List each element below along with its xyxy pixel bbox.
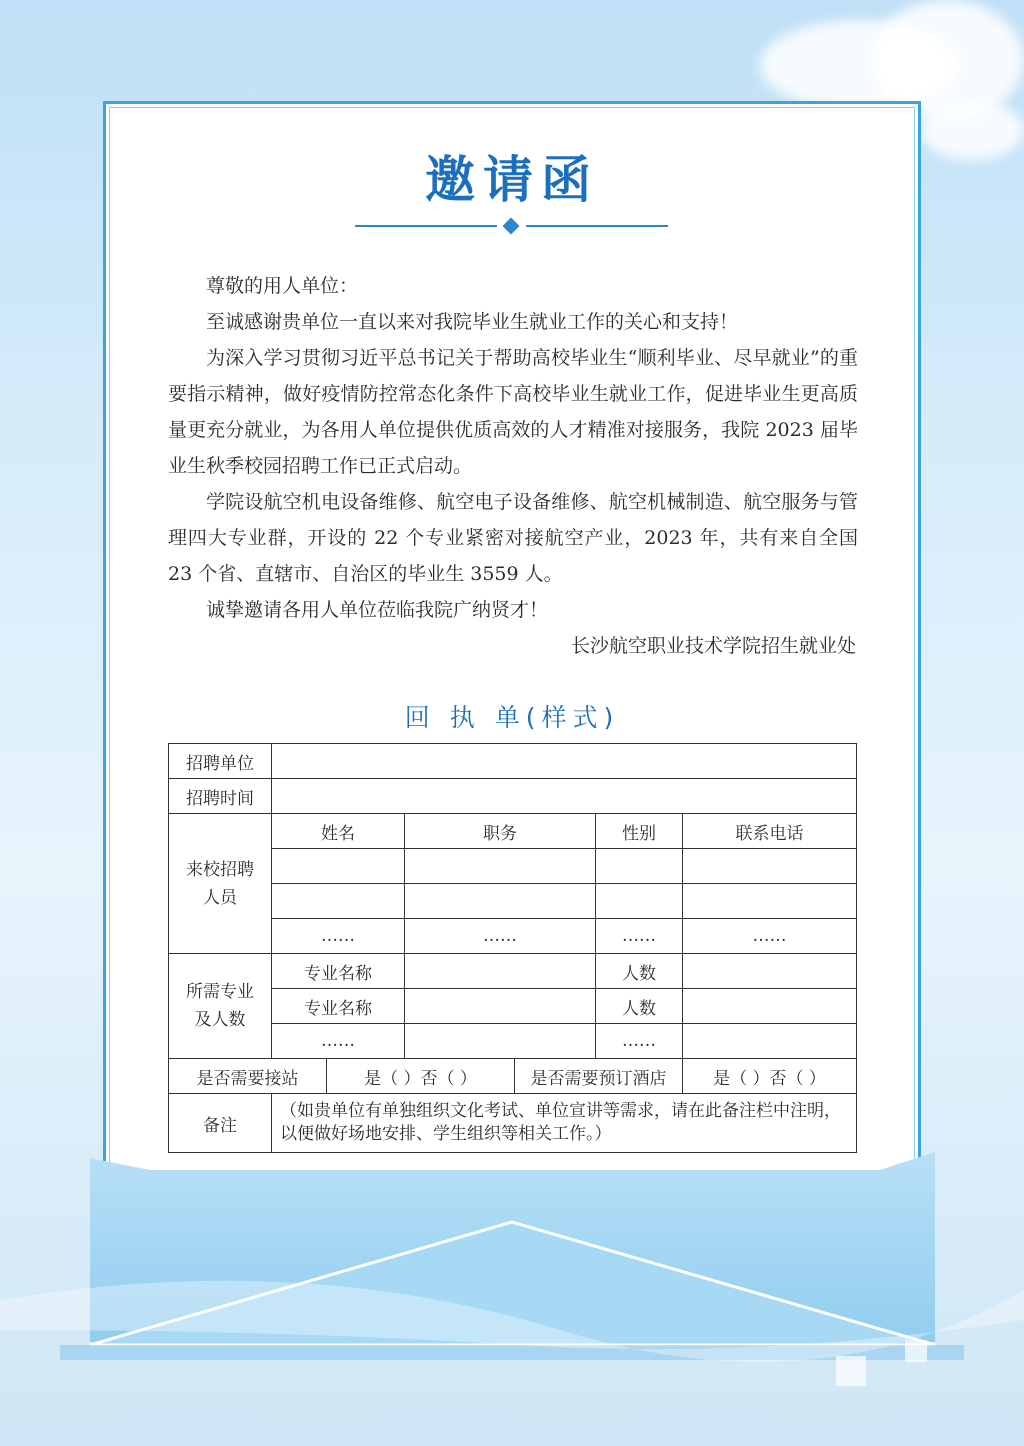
paragraph: 为深入学习贯彻习近平总书记关于帮助高校毕业生“顺利毕业、尽早就业”的重要指示精神，做好疫情防控常态化条件下高校毕业生就业工作，促进毕业生更高质量更充分就业，为各用人单位提供优质高效的人才精准对接服务，我院 2023 届毕业生秋季校园招聘工作已正式启动。 (168, 347, 858, 477)
table-row (169, 1094, 857, 1153)
receipt-form (168, 743, 857, 1153)
major-label (169, 954, 272, 1059)
table-row (169, 814, 857, 849)
major-name-label: 专业名称 (272, 989, 405, 1024)
letter-body (168, 268, 858, 664)
gender-field[interactable] (596, 884, 683, 919)
name-field[interactable] (272, 884, 405, 919)
gender-field[interactable] (596, 849, 683, 884)
name-field[interactable] (272, 849, 405, 884)
pickup-label: 是否需要接站 (169, 1059, 327, 1094)
time-field[interactable] (272, 779, 857, 814)
paragraph: 诚挚邀请各用人单位莅临我院广纳贤才！ (206, 599, 549, 621)
table-row (169, 779, 857, 814)
ellipsis: …… (272, 1024, 405, 1059)
major-label-text: 所需专业及人数 (186, 982, 254, 1030)
phone-field[interactable] (683, 849, 857, 884)
major-name-field[interactable] (405, 989, 596, 1024)
ellipsis: …… (272, 919, 405, 954)
header-gender: 性别 (596, 814, 683, 849)
decorative-square (905, 1340, 927, 1362)
remark-label: 备注 (169, 1094, 272, 1153)
title-divider-right (526, 225, 668, 227)
decorative-square (836, 1356, 866, 1386)
position-field[interactable] (405, 884, 596, 919)
paragraph: 学院设航空机电设备维修、航空电子设备维修、航空机械制造、航空服务与管理四大专业群，开设的 22 个专业紧密对接航空产业，2023 年，共有来自全国 23 个省、直辖市、自治区的毕业生 3559 人。 (168, 491, 858, 585)
major-name-field[interactable] (405, 954, 596, 989)
table-row (169, 989, 857, 1024)
count-label: 人数 (596, 989, 683, 1024)
page-title: 邀请函 (425, 150, 599, 209)
envelope-bottom (60, 1345, 964, 1360)
major-name-field[interactable] (405, 1024, 596, 1059)
count-field[interactable] (683, 1024, 857, 1059)
hotel-label: 是否需要预订酒店 (515, 1059, 683, 1094)
unit-label: 招聘单位 (169, 744, 272, 779)
time-label: 招聘时间 (169, 779, 272, 814)
title-divider-left (355, 225, 497, 227)
position-field[interactable] (405, 849, 596, 884)
header-phone: 联系电话 (683, 814, 857, 849)
ellipsis: …… (683, 919, 857, 954)
unit-field[interactable] (272, 744, 857, 779)
table-row (169, 849, 857, 884)
major-name-label: 专业名称 (272, 954, 405, 989)
paragraph: 至诚感谢贵单位一直以来对我院毕业生就业工作的关心和支持！ (206, 311, 739, 333)
count-field[interactable] (683, 989, 857, 1024)
table-row (169, 1059, 857, 1094)
hotel-choice[interactable]: 是（ ）否（ ） (683, 1059, 857, 1094)
ellipsis: …… (405, 919, 596, 954)
remark-text[interactable]: （如贵单位有单独组织文化考试、单位宣讲等需求，请在此备注栏中注明，以便做好场地安排、学生组织等相关工作。） (272, 1094, 857, 1153)
header-name: 姓名 (272, 814, 405, 849)
table-row (169, 1024, 857, 1059)
header-position: 职务 (405, 814, 596, 849)
table-row (169, 744, 857, 779)
count-field[interactable] (683, 954, 857, 989)
table-row (169, 884, 857, 919)
pickup-choice[interactable]: 是（ ）否（ ） (327, 1059, 515, 1094)
staff-label-text: 来校招聘人员 (186, 859, 254, 908)
ellipsis: …… (596, 1024, 683, 1059)
table-row (169, 954, 857, 989)
staff-label (169, 814, 272, 954)
receipt-title: 回 执 单(样式) (404, 703, 620, 732)
salutation: 尊敬的用人单位： (206, 275, 359, 297)
count-label: 人数 (596, 954, 683, 989)
ellipsis: …… (596, 919, 683, 954)
signature: 长沙航空职业技术学院招生就业处 (570, 635, 856, 657)
table-row (169, 919, 857, 954)
phone-field[interactable] (683, 884, 857, 919)
